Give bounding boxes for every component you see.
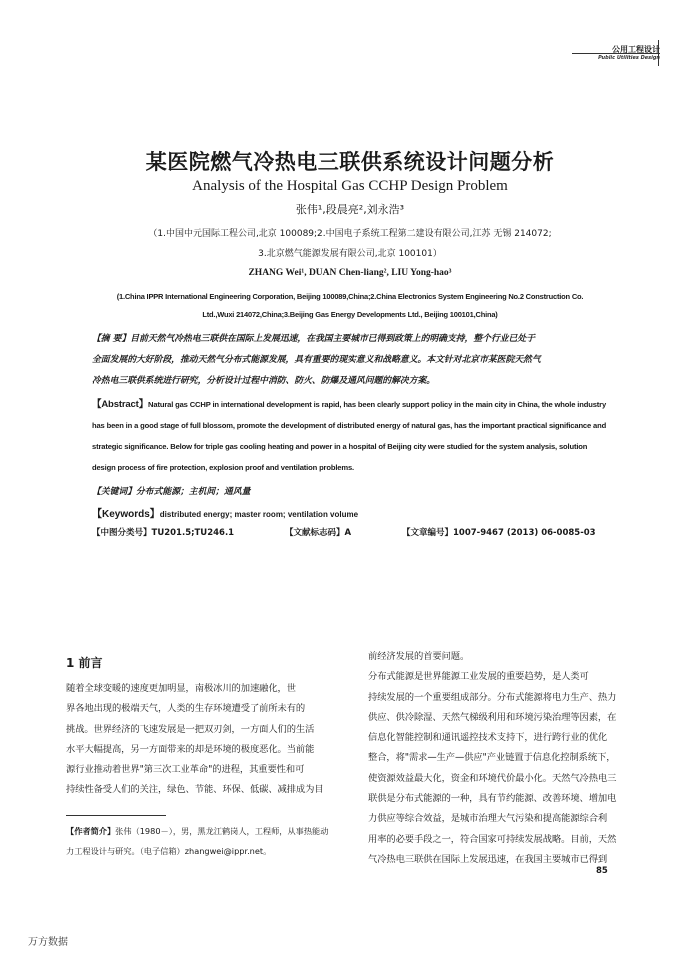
body-line: 挑战。世界经济的飞速发展是一把双刃剑，一方面人们的生活 [66,723,315,735]
keywords-en [92,505,358,520]
article-title-cn: 某医院燃气冷热电三联供系统设计问题分析 [145,150,555,174]
footnote-label: 【作者简介】 [66,826,116,836]
abstract-cn [92,329,614,392]
journal-name-en: Public Utilities Design [598,55,660,61]
footnote-rule [66,815,166,816]
watermark-text: 万方数据 [28,937,68,948]
abstract-cn-line: 全面发展的大好阶段，推动天然气分布式能源发展，具有重要的现实意义和战略意义。本文针对北京市某医院天然气 [92,355,541,365]
abstract-cn-line: 冷热电三联供系统进行研究，分析设计过程中消防、防火、防爆及通风问题的解决方案。 [92,376,436,386]
abstract-en [92,394,614,478]
body-line: 水平大幅提高，另一方面带来的却是环境的极度恶化。当前能 [66,743,315,755]
keywords-cn-text: 分布式能源；主机间；通风量 [136,487,251,497]
body-line: 分布式能源是世界能源工业发展的重要趋势，是人类可 [368,671,589,683]
article-number: 【文章编号】1007-9467 (2013) 06-0085-03 [402,528,596,538]
abstract-en-line: design process of fire protection, explosion proof and ventilation problems. [92,463,355,472]
abstract-en-line: strategic significance. Below for triple gas cooling heating and power in a hospital of Beijing city were studied for the system analysis, solution [92,442,588,451]
authors-cn: 张伟¹,段晨亮²,刘永浩³ [295,203,405,216]
abstract-cn-line: 【摘 要】目前天然气冷热电三联供在国际上发展迅速，在我国主要城市已得到政策上的明确支持，整个行业已处于 [92,334,535,344]
affiliation-cn-line: 3.北京燃气能源发展有限公司,北京 100101） [258,249,442,259]
body-line: 供应、供冷除湿、天然气梯级利用和环境污染治理等因素，在 [368,711,617,723]
journal-name-cn: 公用工程设计 [612,45,660,54]
affiliation-en-line: Ltd.,Wuxi 214072,China;3.Beijing Gas Energy Developments Ltd., Beijing 100101,China) [202,310,498,319]
affiliation-cn-line: （1.中国中元国际工程公司,北京 100089;2.中国电子系统工程第二建设有限公司,江苏 无锡 214072; [148,229,552,239]
body-line: 整合，将"需求—生产—供应"产业链置于信息化控制系统下， [368,752,616,764]
footnote-line: 力工程设计与研究。（电子信箱）zhangwei@ippr.net。 [66,846,272,856]
body-line: 前经济发展的首要问题。 [368,651,470,662]
body-line: 随着全球变暖的速度更加明显，南极冰川的加速融化，世 [66,683,296,694]
abstract-en-line: has been in a good stage of full blossom, promote the development of distributed energy of natural gas, has the important practical significance and [92,421,607,430]
affiliation-en-line: (1.China IPPR International Engineering Corporation, Beijing 100089,China;2.China Electronics System Engineering No.2 Construction Co. [116,292,584,301]
abstract-cn-label: 【摘 要】 [92,334,131,344]
authors-en: ZHANG Wei¹, DUAN Chen-liang², LIU Yong-hao³ [248,268,452,278]
keywords-en-label: 【Keywords】 [92,509,160,520]
classification-number: 【中图分类号】TU201.5;TU246.1 [92,528,235,538]
page-number: 85 [596,866,608,876]
body-line: 使资源效益最大化，资金和环境代价最小化。天然气冷热电三 [368,772,617,784]
body-line: 力供应等综合效益，是城市治理大气污染和提高能源综合利 [368,813,608,825]
body-column-right [368,647,644,870]
footnote-line: 【作者简介】张伟（1980－），男，黑龙江鹤岗人，工程师，从事热能动 [66,826,329,836]
document-code: 【文献标志码】A [285,528,352,538]
abstract-en-line: 【Abstract】Natural gas CCHP in international development is rapid, has been clearly support policy in the main city in China, the whole industry [92,399,607,410]
keywords-cn [92,484,250,497]
body-line: 信息化智能控制和通讯遥控技术支持下，进行跨行业的优化 [368,732,608,744]
author-footnote [66,821,346,861]
body-column-left [66,679,344,801]
body-line: 源行业推动着世界"第三次工业革命"的进程，其重要性和可 [66,764,305,776]
body-line: 用率的必要手段之一，符合国家可持续发展战略。目前，天然 [368,833,617,845]
article-title-en: Analysis of the Hospital Gas CCHP Design Problem [192,178,508,194]
abstract-en-label: 【Abstract】 [92,399,149,410]
body-line: 界各地出现的极端天气，人类的生存环境遭受了前所未有的 [66,703,306,715]
body-line: 气冷热电三联供在国际上发展迅速，在我国主要城市已得到 [368,853,608,865]
body-line: 持续发展的一个重要组成部分。分布式能源将电力生产、热力 [368,691,617,703]
keywords-cn-label: 【关键词】 [92,487,136,497]
keywords-en-text: distributed energy; master room; ventilation volume [159,510,359,519]
header-rule [572,53,660,54]
section-heading: 1 前言 [66,656,103,670]
body-line: 联供是分布式能源的一种，具有节约能源、改善环境、增加电 [368,793,617,805]
body-line: 持续性备受人们的关注，绿色、节能、环保、低碳、减排成为目 [66,784,324,796]
